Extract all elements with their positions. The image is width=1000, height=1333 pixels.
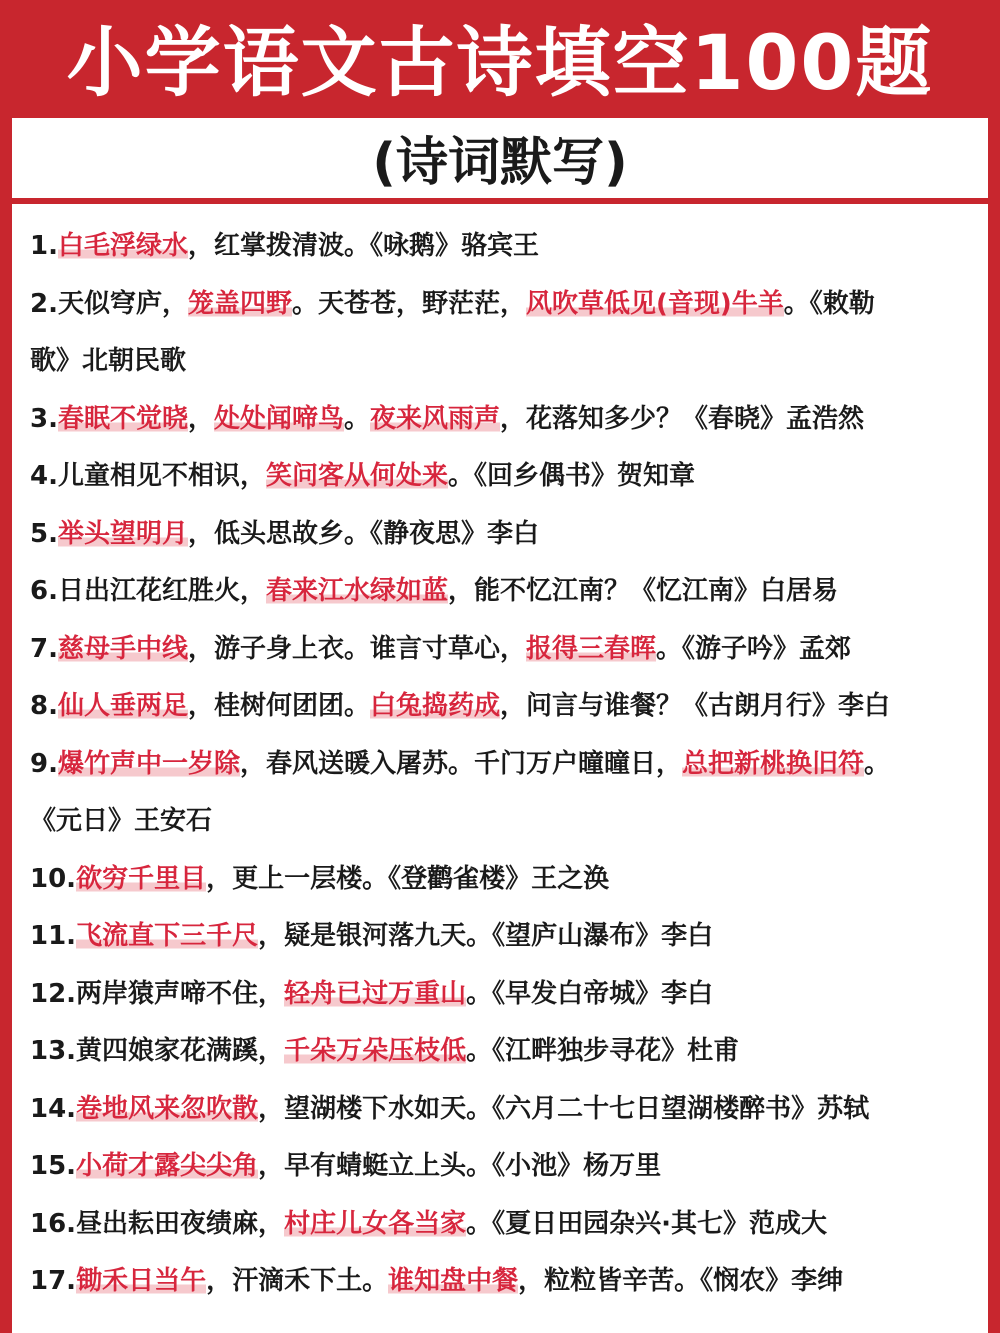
poem-text: 12.两岸猿声啼不住， xyxy=(30,978,285,1009)
poem-text: ，早有蜻蜓立上头。《小池》杨万里 xyxy=(258,1151,662,1181)
poem-text: 1. xyxy=(30,231,58,261)
poem-text: 7. xyxy=(30,633,58,664)
poem-text: 17. xyxy=(30,1266,77,1296)
poem-text: 。天苍苍，野茫茫， xyxy=(291,288,526,319)
answer-text: 总把新桃换旧符 xyxy=(682,748,865,779)
poem-list xyxy=(30,218,976,1311)
poem-text: 16.昼出耘田夜绩麻， xyxy=(30,1208,285,1239)
answer-text: 锄禾日当午 xyxy=(76,1266,207,1296)
poem-line xyxy=(30,678,976,736)
poem-line xyxy=(30,391,976,449)
poem-text: ，粒粒皆辛苦。《悯农》李绅 xyxy=(518,1266,844,1296)
poem-text: ，疑是银河落九天。《望庐山瀑布》李白 xyxy=(258,921,714,951)
poem-line xyxy=(30,621,976,679)
poem-text: ，春风送暖入屠苏。千门万户曈曈日， xyxy=(239,748,682,779)
poem-text: 。 xyxy=(864,748,891,779)
poem-text: ，更上一层楼。《登鹳雀楼》王之涣 xyxy=(206,863,610,894)
poem-line xyxy=(30,448,976,506)
poem-line xyxy=(30,908,976,966)
answer-text: 爆竹声中一岁除 xyxy=(57,748,240,779)
poem-line xyxy=(30,1081,976,1139)
poem-line xyxy=(30,1253,976,1311)
poem-text: 。《敕勒 xyxy=(783,288,875,319)
poem-text: 9. xyxy=(30,748,58,779)
poem-text: ，问言与谁餐？《古朗月行》李白 xyxy=(500,691,891,721)
answer-text: 村庄儿女各当家 xyxy=(284,1208,467,1239)
divider xyxy=(12,198,988,204)
answer-text: 报得三春晖 xyxy=(526,633,657,664)
poem-text: 。《游子吟》孟郊 xyxy=(656,633,852,664)
poem-text: ，游子身上衣。谁言寸草心， xyxy=(187,633,526,664)
poem-text: 11. xyxy=(30,921,77,951)
poem-text: 3. xyxy=(30,403,58,434)
answer-text: 处处闻啼鸟 xyxy=(214,403,345,434)
poem-text: ，能不忆江南？《忆江南》白居易 xyxy=(447,576,838,606)
poem-line xyxy=(30,1138,976,1196)
poem-text: 4.儿童相见不相识， xyxy=(30,461,266,491)
poem-text: ，汗滴禾下土。 xyxy=(206,1266,389,1296)
poem-text: 。《早发白帝城》李白 xyxy=(466,978,714,1009)
answer-text: 飞流直下三千尺 xyxy=(76,921,259,951)
poem-text: 。《夏日田园杂兴·其七》范成大 xyxy=(466,1208,827,1239)
answer-text: 轻舟已过万重山 xyxy=(284,978,467,1009)
poem-text: 8. xyxy=(30,691,58,721)
poem-text: ， xyxy=(187,403,214,434)
poem-text: 14. xyxy=(30,1093,77,1124)
poem-line xyxy=(30,1023,976,1081)
answer-text: 春来江水绿如蓝 xyxy=(265,576,448,606)
poem-line xyxy=(30,563,976,621)
poem-text: 10. xyxy=(30,863,77,894)
poem-text: 。《江畔独步寻花》杜甫 xyxy=(466,1036,740,1066)
answer-text: 仙人垂两足 xyxy=(57,691,188,721)
poem-text: 5. xyxy=(30,518,58,549)
poem-text: ，望湖楼下水如天。《六月二十七日望湖楼醉书》苏轼 xyxy=(258,1093,870,1124)
poem-line xyxy=(30,506,976,564)
poem-text: ，花落知多少？《春晓》孟浩然 xyxy=(500,403,865,434)
poem-line xyxy=(30,1196,976,1254)
poem-text: 。《回乡偶书》贺知章 xyxy=(447,461,695,491)
answer-text: 白毛浮绿水 xyxy=(57,231,188,261)
poem-line xyxy=(30,736,976,794)
poem-line xyxy=(30,793,976,851)
content-panel xyxy=(12,118,988,1333)
poem-line xyxy=(30,218,976,276)
poem-line xyxy=(30,851,976,909)
answer-text: 白兔捣药成 xyxy=(370,691,501,721)
answer-text: 卷地风来忽吹散 xyxy=(76,1093,259,1124)
poem-text: 6.日出江花红胜火， xyxy=(30,576,266,606)
answer-text: 谁知盘中餐 xyxy=(388,1266,519,1296)
answer-text: 举头望明月 xyxy=(57,518,188,549)
answer-text: 慈母手中线 xyxy=(57,633,188,664)
answer-text: 笑问客从何处来 xyxy=(265,461,448,491)
poem-line xyxy=(30,333,976,391)
answer-text: 小荷才露尖尖角 xyxy=(76,1151,259,1181)
poem-text: ，桂树何团团。 xyxy=(187,691,370,721)
answer-text: 欲穷千里目 xyxy=(76,863,207,894)
answer-text: 笼盖四野 xyxy=(187,288,292,319)
poem-text: 2.天似穹庐， xyxy=(30,288,188,319)
page-subtitle: (诗词默写) xyxy=(372,132,628,193)
answer-text: 春眠不觉晓 xyxy=(57,403,188,434)
poem-text: 歌》北朝民歌 xyxy=(30,346,187,376)
poem-text: ，低头思故乡。《静夜思》李白 xyxy=(187,518,539,549)
answer-text: 风吹草低见(音现)牛羊 xyxy=(526,288,784,319)
page-title: 小学语文古诗填空100题 xyxy=(66,17,934,107)
poem-text: 13.黄四娘家花满蹊， xyxy=(30,1036,285,1066)
poem-line xyxy=(30,276,976,334)
poem-text: 《元日》王安石 xyxy=(30,806,213,836)
poem-text: 。 xyxy=(344,403,371,434)
poem-text: 15. xyxy=(30,1151,77,1181)
answer-text: 千朵万朵压枝低 xyxy=(284,1036,467,1066)
poem-text: ，红掌拨清波。《咏鹅》骆宾王 xyxy=(187,231,539,261)
answer-text: 夜来风雨声 xyxy=(370,403,501,434)
poem-line xyxy=(30,966,976,1024)
